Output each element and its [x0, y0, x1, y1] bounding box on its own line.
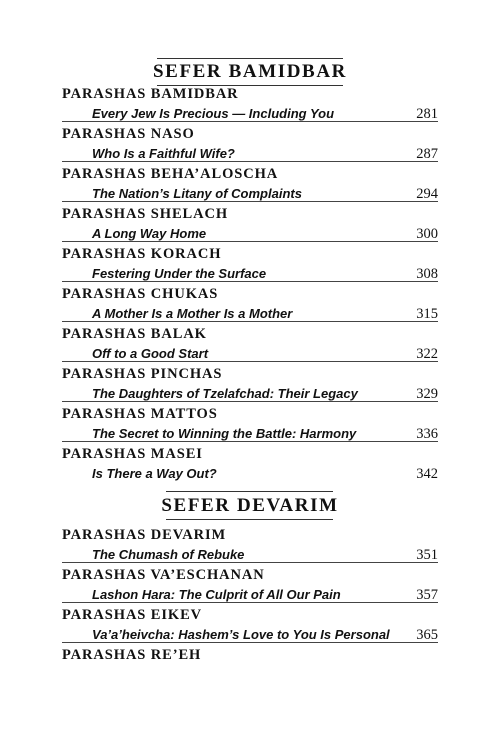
entry-divider	[62, 161, 438, 162]
entry-divider	[62, 602, 438, 603]
section-title: SEFER BAMIDBAR	[153, 61, 347, 82]
entry-divider	[62, 642, 438, 643]
page-number: 365	[416, 627, 438, 643]
entry-divider	[62, 121, 438, 122]
heading-rule-bottom	[166, 519, 333, 520]
heading-rule-top	[166, 491, 333, 492]
entry-divider	[62, 321, 438, 322]
chapter-subtitle: The Secret to Winning the Battle: Harmony	[92, 426, 357, 441]
chapter-subtitle: Lashon Hara: The Culprit of All Our Pain	[92, 587, 341, 602]
heading-rule-top	[157, 58, 343, 59]
chapter-subtitle: Off to a Good Start	[92, 346, 209, 361]
parasha-name: PARASHAS RE’EH	[62, 647, 202, 663]
chapter-subtitle: Is There a Way Out?	[92, 466, 217, 481]
page-number: 336	[416, 426, 438, 442]
page-number: 308	[416, 266, 438, 282]
chapter-subtitle: The Nation’s Litany of Complaints	[92, 186, 302, 201]
parasha-name: PARASHAS CHUKAS	[62, 286, 219, 302]
parasha-name: PARASHAS NASO	[62, 126, 195, 142]
entry-divider	[62, 281, 438, 282]
parasha-name: PARASHAS KORACH	[62, 246, 222, 262]
chapter-subtitle: The Daughters of Tzelafchad: Their Legacy	[92, 386, 358, 401]
page-number: 351	[416, 547, 438, 563]
chapter-subtitle: A Long Way Home	[92, 226, 207, 241]
entry-divider	[62, 361, 438, 362]
parasha-name: PARASHAS PINCHAS	[62, 366, 223, 382]
parasha-name: PARASHAS BALAK	[62, 326, 207, 342]
chapter-subtitle: A Mother Is a Mother Is a Mother	[92, 306, 293, 321]
page-number: 300	[416, 226, 438, 242]
entry-divider	[62, 401, 438, 402]
page-number: 342	[416, 466, 438, 482]
page-number: 294	[416, 186, 438, 202]
parasha-name: PARASHAS BAMIDBAR	[62, 86, 239, 102]
entry-divider	[62, 201, 438, 202]
parasha-name: PARASHAS EIKEV	[62, 607, 203, 623]
parasha-name: PARASHAS DEVARIM	[62, 527, 227, 543]
chapter-subtitle: Who Is a Faithful Wife?	[92, 146, 235, 161]
chapter-subtitle: Every Jew Is Precious — Including You	[92, 106, 335, 121]
chapter-subtitle: Festering Under the Surface	[92, 266, 267, 281]
entry-divider	[62, 562, 438, 563]
page-number: 315	[416, 306, 438, 322]
page-number: 287	[416, 146, 438, 162]
chapter-subtitle: The Chumash of Rebuke	[92, 547, 245, 562]
parasha-name: PARASHAS BEHA’ALOSCHA	[62, 166, 279, 182]
page-number: 357	[416, 587, 438, 603]
page-number: 281	[416, 106, 438, 122]
entry-divider	[62, 241, 438, 242]
entry-divider	[62, 441, 438, 442]
page-number: 322	[416, 346, 438, 362]
chapter-subtitle: Va’a’heivcha: Hashem’s Love to You Is Personal	[92, 627, 390, 642]
parasha-name: PARASHAS SHELACH	[62, 206, 229, 222]
page-number: 329	[416, 386, 438, 402]
parasha-name: PARASHAS MASEI	[62, 446, 203, 462]
parasha-name: PARASHAS VA’ESCHANAN	[62, 567, 265, 583]
section-title: SEFER DEVARIM	[161, 495, 339, 516]
parasha-name: PARASHAS MATTOS	[62, 406, 218, 422]
